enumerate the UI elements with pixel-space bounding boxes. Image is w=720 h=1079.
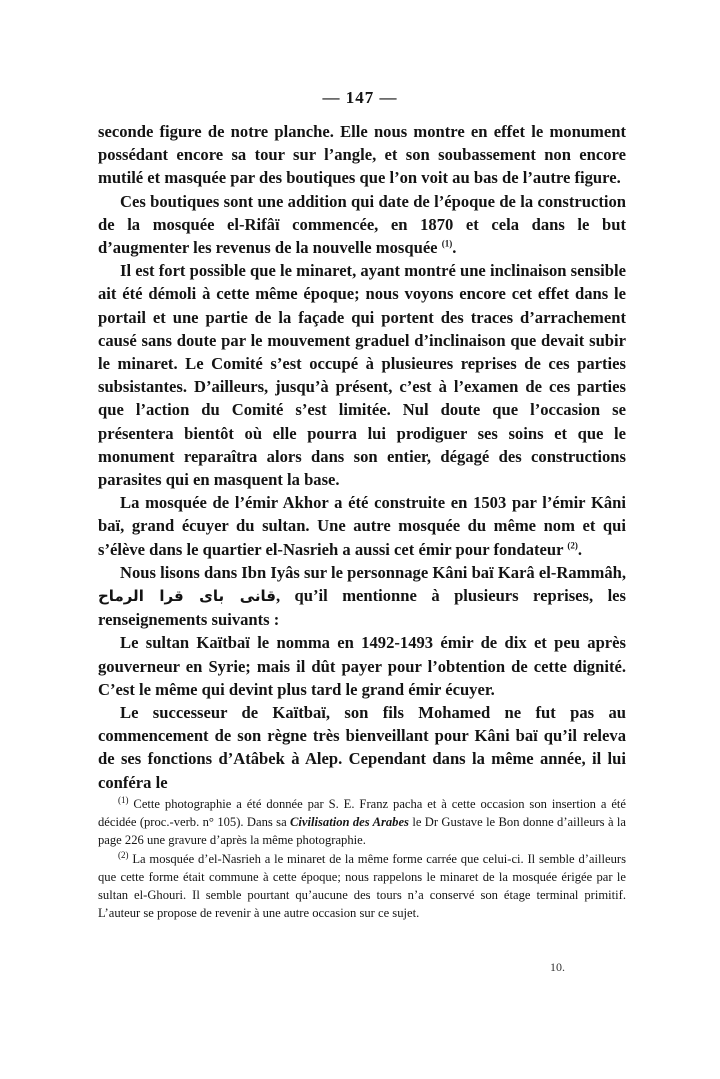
paragraph-3-text: Il est fort possible que le minaret, ayant montré une inclinaison sensible ait été démoli à cette même époque; nous voyons encore cet effet dans le portail et une partie de la façade qui portent des traces d’arrachement causé sans doute par le mouvement graduel d’inclinaison que devait subir le minaret. Le Comité s’est occupé à plusieures reprises de ces parties subsistantes. D’ailleurs, jusqu’à présent, c’est à l’examen de ces parties que l’action du Comité s’est limitée. Nul doute que l’occasion se présentera bientôt où elle pourra lui prodiguer ses soins et que le monument reparaîtra alors dans son entier, dégagé des constructions parasites qui en masquent la base. [98, 261, 626, 490]
footnotes [98, 795, 626, 922]
paragraph-2-end: . [452, 238, 457, 258]
signature-mark: 10. [550, 960, 565, 974]
footnote-ref-2: (2) [567, 540, 578, 551]
footnote-ref-1: (1) [441, 238, 453, 249]
footnote-1-mark: (1) [118, 794, 129, 805]
footnote-1-text: Cette photographie a été donnée par S. E. Franz pacha et à cette occasion son insertion a été décidée (proc.-verb. n° 105). Dans sa [98, 797, 626, 830]
footnote-1 [98, 795, 626, 850]
page-number: — 147 — [322, 88, 398, 107]
paragraph-6 [98, 631, 626, 701]
paragraph-4 [98, 491, 626, 561]
paragraph-6-text: Le sultan Kaïtbaï le nomma en 1492-1493 émir de dix et peu après gouverneur en Syrie; mais il dût payer pour l’obtention de cette dignité. C’est le même qui devint plus tard le grand émir écuyer. [98, 633, 626, 699]
arabic-name: قانى باى قرا الرماح [98, 587, 276, 606]
footnote-1-book-title: Civilisation des Arabes [290, 815, 409, 830]
footnote-2-mark: (2) [118, 849, 129, 860]
footnote-1-end: le Dr Gustave le Bon donne d’ailleurs à la page 226 une gravure d’après la même photographie. [98, 815, 626, 848]
paragraph-1-text: seconde figure de notre planche. Elle nous montre en effet le monument possédant encore sa tour sur l’angle, et son soubassement non encore mutilé et masquée par des boutiques que l’on voit au bas de l’autre figure. [98, 122, 626, 188]
footnote-2-text: La mosquée d’el-Nasrieh a le minaret de la même forme carrée que celui-ci. Il semble d’ailleurs que cette forme était commune à cette époque; nous rappelons le minaret de la mosquée érigée par le sultan el-Ghouri. Il semble pourtant qu’aucune des tours n’a conservé son étage terminal primitif. L’auteur se propose de revenir à une autre occasion sur ce sujet. [98, 851, 626, 921]
paragraph-4-text: La mosquée de l’émir Akhor a été construite en 1503 par l’émir Kâni baï, grand écuyer du sultan. Une autre mosquée du même nom et qui s’élève dans le quartier el-Nasrieh a aussi cet émir pour fondateur [98, 493, 626, 559]
paragraph-2 [98, 190, 626, 260]
main-text [98, 120, 626, 794]
paragraph-4-end: . [577, 539, 583, 559]
paragraph-5 [98, 561, 626, 632]
footnote-2 [98, 850, 626, 923]
paragraph-7-text: Le successeur de Kaïtbaï, son fils Mohamed ne fut pas au commencement de son règne très bienveillant pour Kâni baï qu’il releva de ses fonctions d’Atâbek à Alep. Cependant dans la même année, il lui conféra le [98, 703, 626, 792]
paragraph-2-text: Ces boutiques sont une addition qui date de l’époque de la construction de la mosquée el-Rifâï commencée, en 1870 et cela dans le but d’augmenter les revenus de la nouvelle mosquée [98, 191, 626, 258]
paragraph-1 [98, 120, 626, 190]
paragraph-7 [98, 701, 626, 794]
paragraph-5-end: , qu’il mentionne à plusieurs reprises, les renseignements suivants : [98, 586, 626, 630]
paragraph-5-text: Nous lisons dans Ibn Iyâs sur le personnage Kâni baï Karâ el-Rammâh, [120, 562, 626, 582]
paragraph-3 [98, 259, 626, 491]
